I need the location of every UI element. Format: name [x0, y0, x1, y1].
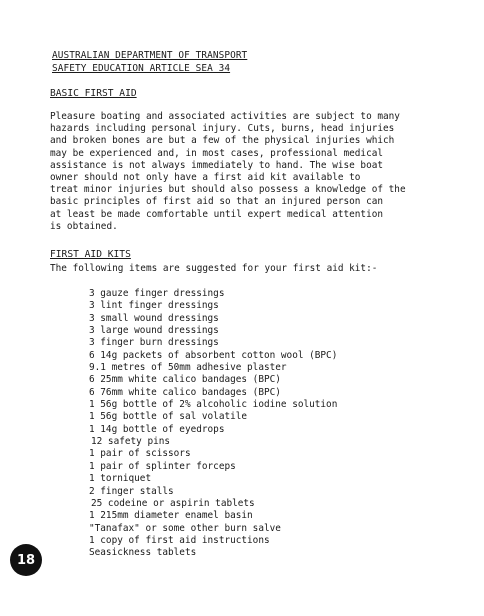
section-heading-first-aid-kits: FIRST AID KITS	[50, 249, 131, 260]
list-item: 9.1 metres of 50mm adhesive plaster	[89, 362, 287, 374]
list-item: 25 codeine or aspirin tablets	[91, 497, 255, 509]
section-heading-basic-first-aid: BASIC FIRST AID	[50, 88, 137, 99]
header-department: AUSTRALIAN DEPARTMENT OF TRANSPORT	[52, 50, 248, 61]
list-item: 3 gauze finger dressings	[89, 288, 225, 299]
basic-first-aid-paragraph	[50, 111, 480, 233]
paragraph-line: Pleasure boating and associated activities are subject to many	[50, 111, 400, 122]
list-item: 6 25mm white calico bandages (BPC)	[89, 374, 281, 386]
paragraph-line: may be experienced and, in most cases, professional medical	[50, 147, 384, 159]
paragraph-line: basic principles of first aid so that an injured person can	[50, 196, 384, 208]
list-item: 1 copy of first aid instructions	[89, 534, 270, 546]
list-item: 3 small wound dressings	[89, 312, 219, 324]
list-item: 6 76mm white calico bandages (BPC)	[89, 386, 281, 398]
list-item: 2 finger stalls	[89, 485, 174, 497]
first-aid-kit-list	[0, 288, 337, 560]
kit-intro: The following items are suggested for your first aid kit:-	[50, 263, 378, 274]
paragraph-line: and broken bones are but a few of the physical injuries which	[50, 135, 395, 147]
list-item: "Tanafax" or some other burn salve	[89, 522, 281, 534]
list-item: 3 large wound dressings	[89, 325, 219, 337]
header-article: SAFETY EDUCATION ARTICLE SEA 34	[52, 63, 231, 74]
list-item: 3 lint finger dressings	[89, 300, 219, 312]
paragraph-line: hazards including personal injury. Cuts, burns, head injuries	[50, 123, 395, 135]
list-item: 1 pair of scissors	[89, 448, 191, 460]
list-item: 1 pair of splinter forceps	[89, 460, 236, 472]
list-item: 1 56g bottle of 2% alcoholic iodine solution	[89, 399, 338, 411]
list-item: 1 torniquet	[89, 473, 152, 485]
page-number-badge: 18	[10, 544, 42, 576]
list-item: 12 safety pins	[91, 436, 171, 448]
list-item: 6 14g packets of absorbent cotton wool (BPC)	[89, 349, 338, 361]
list-item: 1 14g bottle of eyedrops	[89, 423, 225, 435]
paragraph-line: is obtained.	[50, 220, 118, 232]
paragraph-line: assistance is not always immediately to hand. The wise boat	[50, 159, 384, 171]
list-item: Seasickness tablets	[89, 547, 197, 559]
list-item: 3 finger burn dressings	[89, 337, 219, 349]
list-item: 1 215mm diameter enamel basin	[89, 510, 253, 522]
paragraph-line: owner should not only have a first aid kit available to	[50, 172, 361, 184]
list-item: 1 56g bottle of sal volatile	[89, 411, 248, 423]
paragraph-line: treat minor injuries but should also possess a knowledge of the	[50, 184, 406, 196]
paragraph-line: at least be made comfortable until expert medical attention	[50, 208, 384, 220]
